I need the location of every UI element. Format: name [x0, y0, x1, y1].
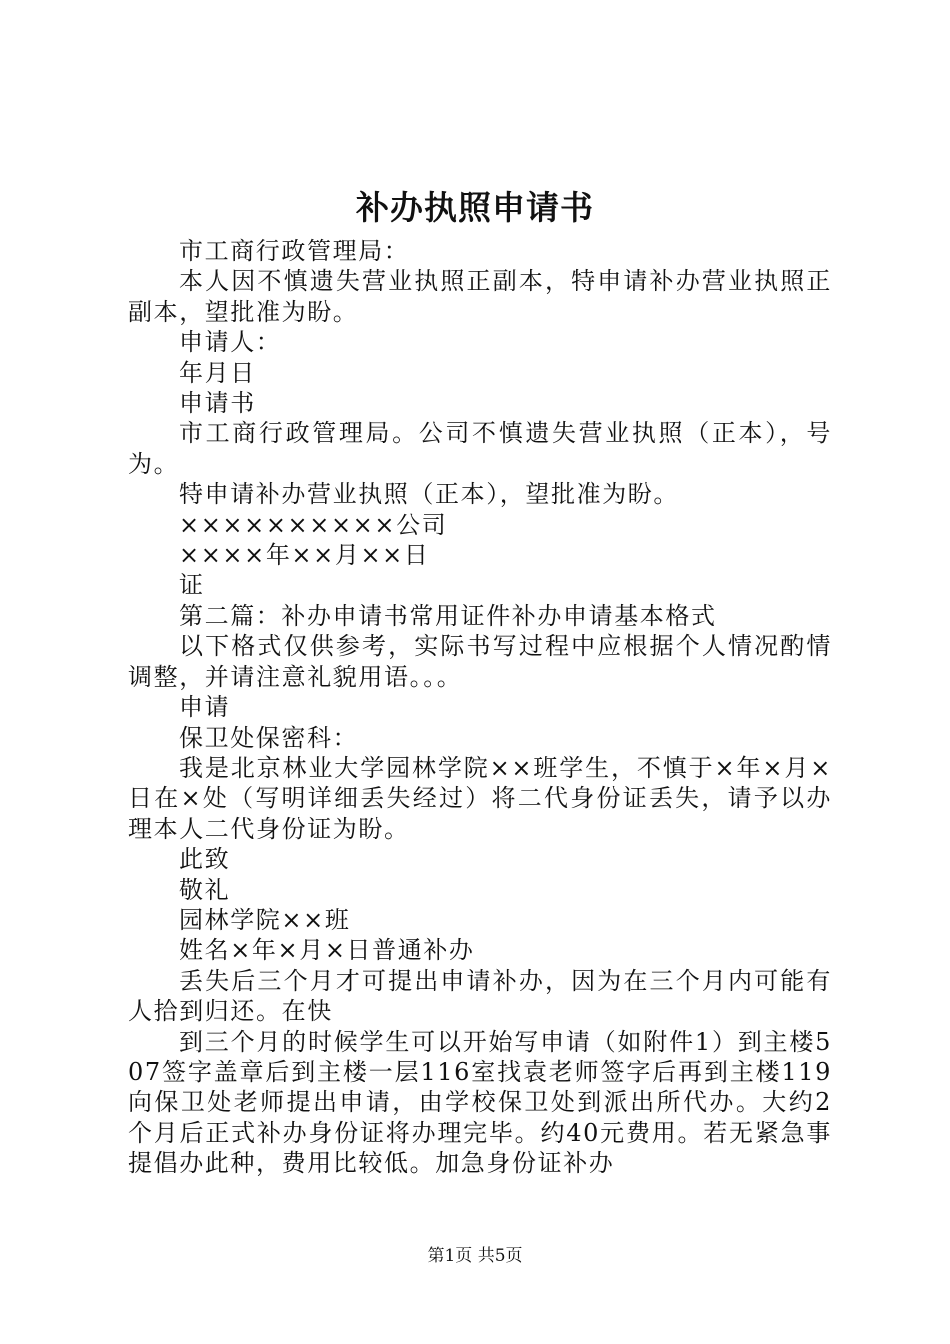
- paragraph: 我是北京林业大学园林学院××班学生，不慎于×年×月×日在×处（写明详细丢失经过）将二代身份证丢失，请予以办理本人二代身份证为盼。: [128, 753, 832, 843]
- paragraph: 以下格式仅供参考，实际书写过程中应根据个人情况酌情调整，并请注意礼貌用语。。。: [128, 632, 832, 691]
- paragraph: 市工商行政管理局：: [179, 237, 410, 265]
- paragraph: 申请: [179, 693, 231, 722]
- paragraph: 姓名×年×月×日普通补办: [179, 936, 475, 965]
- page-number: 第1页: [427, 1246, 473, 1266]
- paragraph: ××××××××××公司: [179, 510, 448, 539]
- paragraph: 园林学院××班: [179, 905, 351, 934]
- paragraph: 市工商行政管理局。公司不慎遗失营业执照（正本），号为。: [128, 419, 832, 478]
- paragraph: 到三个月的时候学生可以开始写申请（如附件1）到主楼507签字盖章后到主楼一层116室找袁老师签字后再到主楼119向保卫处老师提出申请，由学校保卫处到派出所代办。大约2个月后正式补办身份证将办理完毕。约40元费用。若无紧急事提倡办此种，费用比较低。加急身份证补办: [128, 1027, 832, 1178]
- page-total: 共5页: [477, 1246, 523, 1266]
- paragraph: 申请人：: [179, 328, 282, 357]
- paragraph: 年月日: [179, 358, 256, 387]
- page-footer: [0, 1244, 950, 1268]
- paragraph: 本人因不慎遗失营业执照正副本，特申请补办营业执照正副本，望批准为盼。: [128, 267, 832, 326]
- paragraph: 敬礼: [179, 875, 231, 904]
- document-title: 补办执照申请书: [356, 188, 594, 227]
- paragraph: 证: [179, 571, 205, 600]
- document-body: [128, 236, 832, 1179]
- paragraph: 申请书: [179, 389, 256, 418]
- section-heading: 第二篇：补办申请书常用证件补办申请基本格式: [179, 601, 717, 630]
- paragraph: 保卫处保密科：: [179, 723, 359, 752]
- paragraph: 此致: [179, 845, 231, 874]
- paragraph: 丢失后三个月才可提出申请补办，因为在三个月内可能有人拾到归还。在快: [128, 966, 832, 1026]
- paragraph: ××××年××月××日: [179, 541, 430, 570]
- paragraph: 特申请补办营业执照（正本），望批准为盼。: [179, 480, 679, 509]
